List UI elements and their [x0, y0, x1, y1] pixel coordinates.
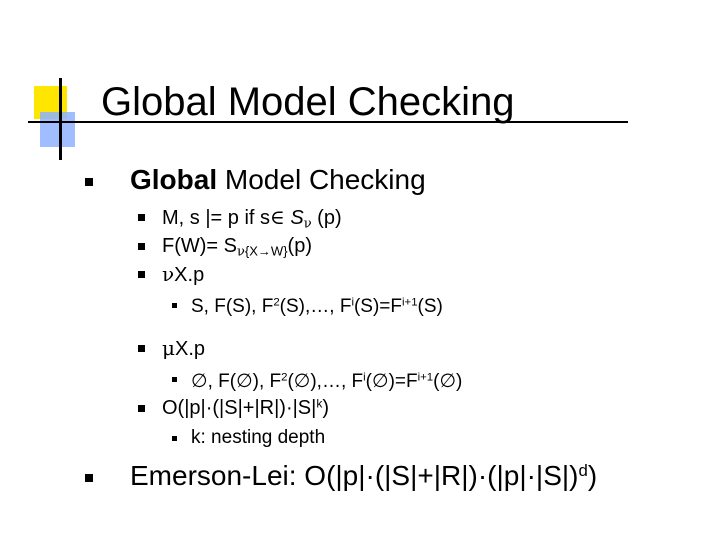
bullet-icon: [85, 474, 93, 482]
bullet-icon: [172, 377, 177, 382]
bullet-icon: [172, 436, 177, 441]
bullet-icon: [172, 303, 177, 308]
bullet-icon: [138, 405, 145, 412]
bullet-least-fixpoint-iteration: ∅, F(∅), $F^2(\emptyset),\dots$, $F^i(\emptyset)=F^{i+1}(\emptyset)$: [191, 370, 463, 392]
bullet-function-definition: $F(W)= S_{\nu\{X\to W\}}(p)$: [162, 235, 312, 260]
bullet-icon: [138, 345, 145, 352]
bullet-icon: [85, 178, 93, 186]
slide-title: Global Model Checking: [101, 80, 515, 124]
bullet-emerson-lei: Emerson-Lei: $O(|p|\cdot(|S|+|R|)\cdot(|p|\cdot|S|)^d)$: [130, 460, 598, 491]
bullet-icon: [138, 243, 145, 250]
bullet-icon: [138, 271, 145, 278]
bullet-greatest-fixpoint: νX.p: [162, 262, 205, 286]
bullet-global-model-checking: Global Model Checking: [130, 164, 426, 195]
bullet-complexity: $O(|p|\cdot(|S|+|R|)\cdot|S|^k)$: [162, 396, 330, 419]
bullet-satisfaction-definition: M, s |= p if s∈ $S_\nu$ (p): [162, 205, 342, 232]
title-accent-vertical-line: [59, 78, 62, 160]
bullet-greatest-fixpoint-iteration: S, F(S), $F^2(S),\dots$, $F^i(S)=F^{i+1}(S)$: [191, 296, 443, 317]
bullet-least-fixpoint: μX.p: [162, 336, 206, 360]
bullet-nesting-depth: k: nesting depth: [191, 427, 326, 448]
title-accent-blue-square: [40, 112, 75, 147]
bullet-icon: [138, 214, 145, 221]
